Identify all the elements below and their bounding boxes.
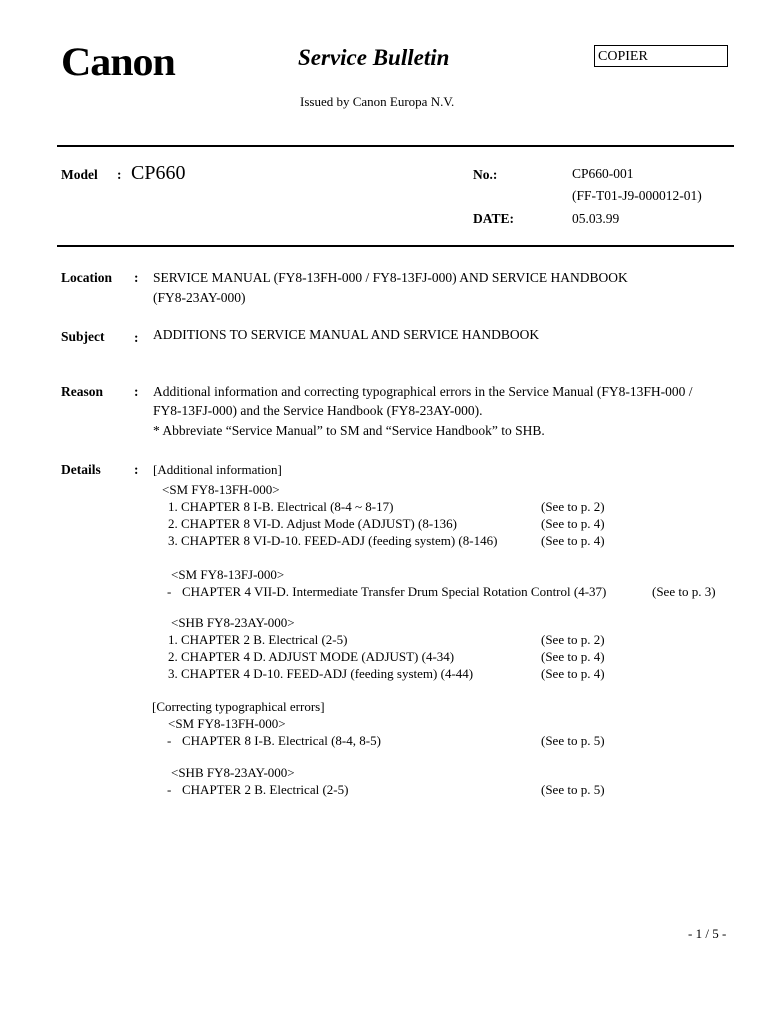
details-label: Details: [61, 462, 101, 477]
page-reference: (See to p. 4): [541, 516, 605, 531]
reason-line-1: Additional information and correcting typographical errors in the Service Manual (FY8-13FH-000 /: [153, 384, 693, 399]
subject-value: ADDITIONS TO SERVICE MANUAL AND SERVICE HANDBOOK: [153, 327, 540, 342]
number-value: CP660-001: [572, 166, 634, 181]
category-box: [594, 45, 728, 67]
top-divider: [57, 145, 734, 147]
details-colon: :: [134, 462, 139, 477]
list-item: 3. CHAPTER 4 D-10. FEED-ADJ (feeding system) (4-44): [168, 666, 474, 681]
list-item: CHAPTER 8 I-B. Electrical (8-4, 8-5): [182, 733, 381, 748]
list-item: 3. CHAPTER 8 VI-D-10. FEED-ADJ (feeding system) (8-146): [168, 533, 498, 548]
list-item: 1. CHAPTER 2 B. Electrical (2-5): [168, 632, 348, 647]
shb-heading: <SHB FY8-23AY-000>: [171, 615, 295, 630]
page-number: - 1 / 5 -: [688, 926, 727, 941]
subject-colon: :: [134, 330, 139, 345]
list-item: CHAPTER 4 VII-D. Intermediate Transfer Drum Special Rotation Control (4-37): [182, 584, 607, 599]
list-item: 2. CHAPTER 8 VI-D. Adjust Mode (ADJUST) (8-136): [168, 516, 458, 531]
date-label: DATE:: [473, 211, 515, 226]
page-reference: (See to p. 5): [541, 782, 605, 797]
list-item: 1. CHAPTER 8 I-B. Electrical (8-4 ~ 8-17): [168, 499, 394, 514]
model-label: Model: [61, 167, 98, 182]
page-reference: (See to p. 4): [541, 649, 605, 664]
issued-by: Issued by Canon Europa N.V.: [300, 94, 455, 109]
document-title: Service Bulletin: [298, 45, 450, 70]
page-reference: (See to p. 5): [541, 733, 605, 748]
list-item: 2. CHAPTER 4 D. ADJUST MODE (ADJUST) (4-34): [168, 649, 455, 664]
canon-logo: Canon: [61, 39, 175, 84]
page-reference: (See to p. 2): [541, 499, 605, 514]
date-value: 05.03.99: [572, 211, 620, 226]
reason-line-3: * Abbreviate “Service Manual” to SM and “Service Handbook” to SHB.: [153, 423, 545, 438]
bullet-dash: -: [167, 782, 172, 797]
list-item: CHAPTER 2 B. Electrical (2-5): [182, 782, 349, 797]
location-line-1: SERVICE MANUAL (FY8-13FH-000 / FY8-13FJ-000) AND SERVICE HANDBOOK: [153, 270, 628, 285]
page-reference: (See to p. 4): [541, 666, 605, 681]
model-value: CP660: [131, 162, 186, 184]
location-line-2: (FY8-23AY-000): [153, 290, 246, 305]
corr-sm-heading: <SM FY8-13FH-000>: [168, 716, 286, 731]
category-label: COPIER: [598, 49, 648, 64]
location-colon: :: [134, 270, 139, 285]
sm-fj-heading: <SM FY8-13FJ-000>: [171, 567, 285, 582]
corr-shb-heading: <SHB FY8-23AY-000>: [171, 765, 295, 780]
reason-colon: :: [134, 384, 139, 399]
bullet-dash: -: [167, 733, 172, 748]
additional-info-heading: [Additional information]: [153, 462, 282, 477]
bottom-divider: [57, 245, 734, 247]
bullet-dash: -: [167, 584, 172, 599]
page-reference: (See to p. 2): [541, 632, 605, 647]
page-reference: (See to p. 3): [652, 584, 716, 599]
sm-fh-heading: <SM FY8-13FH-000>: [162, 482, 280, 497]
location-label: Location: [61, 270, 113, 285]
corrections-heading: [Correcting typographical errors]: [152, 699, 325, 714]
page-reference: (See to p. 4): [541, 533, 605, 548]
number-code: (FF-T01-J9-000012-01): [572, 188, 702, 203]
subject-label: Subject: [61, 329, 105, 344]
model-colon: :: [117, 167, 122, 182]
number-label: No.:: [473, 167, 498, 182]
reason-line-2: FY8-13FJ-000) and the Service Handbook (FY8-23AY-000).: [153, 403, 483, 418]
reason-label: Reason: [61, 384, 104, 399]
